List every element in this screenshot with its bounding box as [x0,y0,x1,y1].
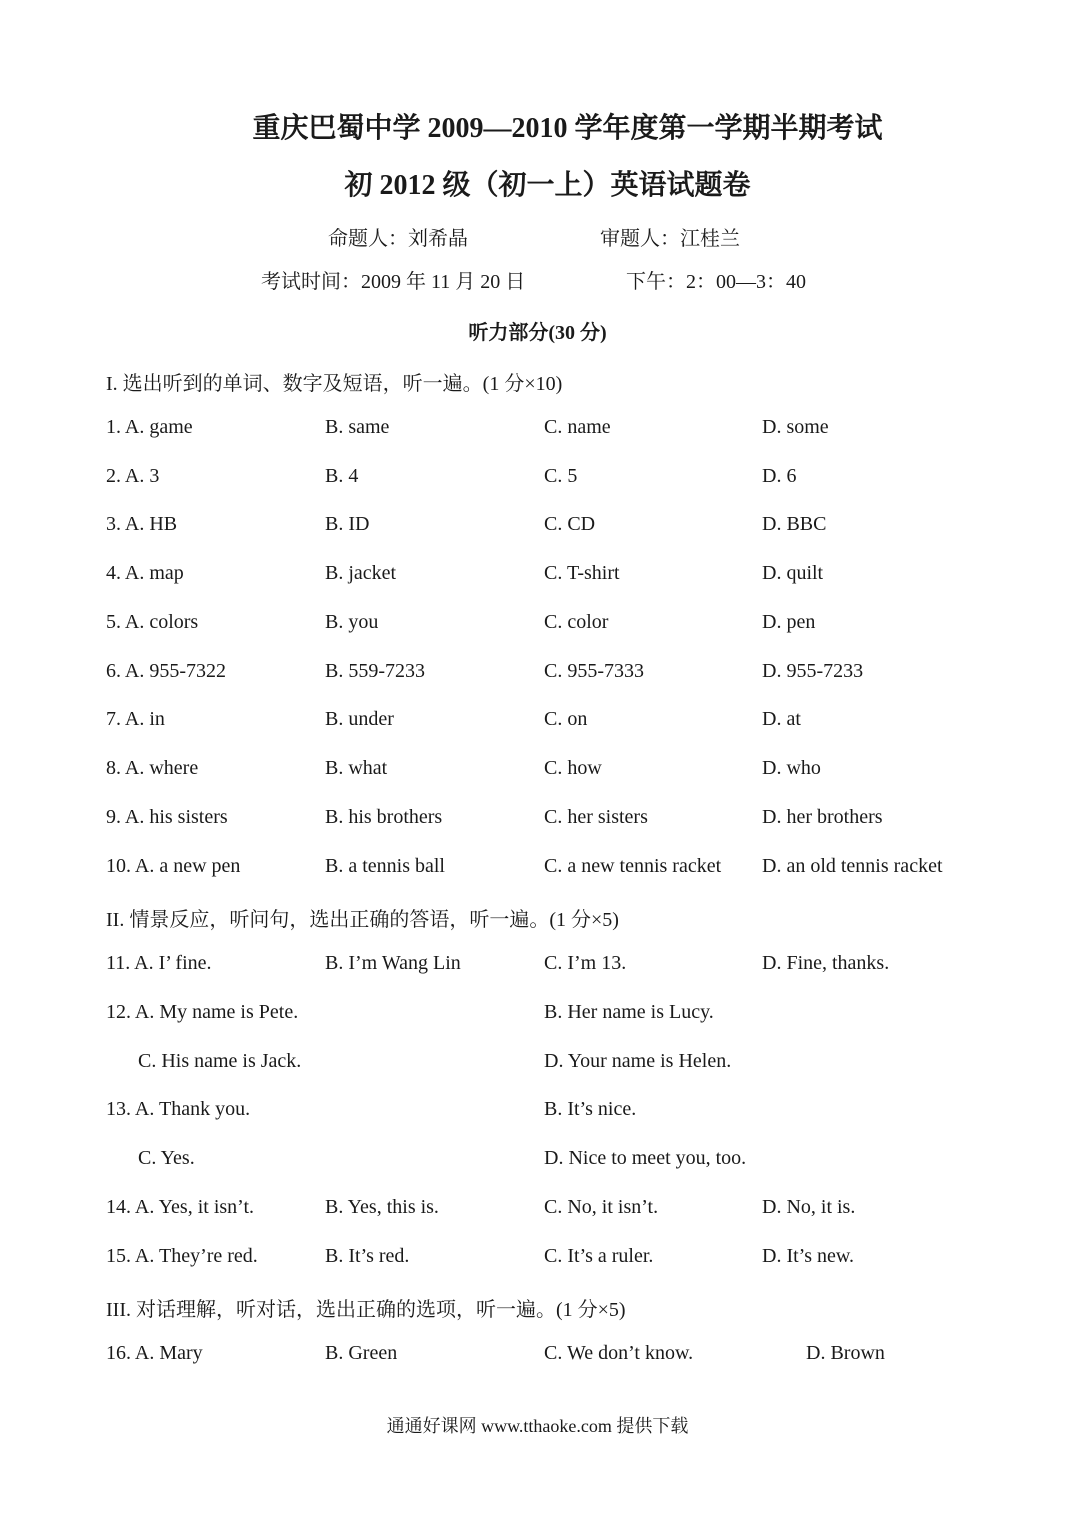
option-d: D. Your name is Helen. [544,1050,732,1072]
option-a: 16. A. Mary [106,1342,203,1364]
option-a: 1. A. game [106,416,193,438]
author-line: 命题人：刘希晶 [328,228,468,250]
option-d: D. Fine, thanks. [762,952,890,974]
option-d: D. BBC [762,513,827,535]
question-row [0,952,1075,982]
option-b: B. under [325,708,394,730]
section-title: 听力部分(30 分) [468,322,607,344]
option-a: 7. A. in [106,708,165,730]
option-c: C. her sisters [544,806,648,828]
question-row [0,1196,1075,1226]
option-b: B. same [325,416,390,438]
question-row [0,1245,1075,1275]
option-d: D. Nice to meet you, too. [544,1147,747,1169]
question-row [0,757,1075,787]
option-c: C. how [544,757,602,779]
option-c: C. a new tennis racket [544,855,722,877]
exam-date: 考试时间：2009 年 11 月 20 日 [261,271,526,293]
question-row [0,562,1075,592]
question-row [0,855,1075,885]
option-b: B. jacket [325,562,397,584]
question-row [0,1147,1075,1177]
option-d: D. at [762,708,801,730]
option-c: C. color [544,611,609,633]
reviewer-line: 审题人：江桂兰 [600,228,740,250]
option-d: D. her brothers [762,806,883,828]
option-a: 12. A. My name is Pete. [106,1001,299,1023]
option-a: 3. A. HB [106,513,178,535]
option-c: C. on [544,708,588,730]
option-a: 11. A. I’ fine. [106,952,212,974]
option-d: D. some [762,416,829,438]
option-a: 15. A. They’re red. [106,1245,258,1267]
option-b: B. you [325,611,379,633]
question-row [0,416,1075,446]
option-b: B. his brothers [325,806,443,828]
option-b: B. what [325,757,388,779]
option-a: 9. A. his sisters [106,806,228,828]
part-instruction: III. 对话理解，听对话，选出正确的选项，听一遍。(1 分×5) [106,1299,626,1321]
option-a: 14. A. Yes, it isn’t. [106,1196,255,1218]
option-b: B. a tennis ball [325,855,445,877]
option-c: C. We don’t know. [544,1342,694,1364]
option-b: B. It’s red. [325,1245,410,1267]
question-row [0,513,1075,543]
exam-subtitle: 初 2012 级（初一上）英语试题卷 [344,170,751,201]
option-c: C. No, it isn’t. [544,1196,659,1218]
page-footer: 通通好课网 www.tthaoke.com 提供下载 [386,1416,689,1436]
option-b: B. Green [325,1342,398,1364]
option-c: C. I’m 13. [544,952,627,974]
option-b: B. ID [325,513,370,535]
question-row [0,660,1075,690]
option-a: 10. A. a new pen [106,855,241,877]
option-c: C. Yes. [138,1147,195,1169]
exam-time: 下午：2：00—3：40 [626,271,806,293]
option-b: B. 559-7233 [325,660,425,682]
option-b: B. Yes, this is. [325,1196,439,1218]
option-c: C. 955-7333 [544,660,644,682]
option-a: 13. A. Thank you. [106,1098,251,1120]
option-d: D. an old tennis racket [762,855,943,877]
option-b: B. Her name is Lucy. [544,1001,714,1023]
option-a: 6. A. 955-7322 [106,660,226,682]
part-instruction: II. 情景反应，听问句，选出正确的答语，听一遍。(1 分×5) [106,909,619,931]
option-b: B. I’m Wang Lin [325,952,461,974]
option-c: C. T-shirt [544,562,620,584]
option-a: 2. A. 3 [106,465,160,487]
question-row [0,708,1075,738]
option-d: D. It’s new. [762,1245,855,1267]
option-d: D. 955-7233 [762,660,864,682]
question-row [0,1050,1075,1080]
question-row [0,1342,1075,1372]
option-d: D. 6 [762,465,797,487]
option-d: D. quilt [762,562,824,584]
option-d: D. pen [762,611,816,633]
exam-title: 重庆巴蜀中学 2009—2010 学年度第一学期半期考试 [252,113,883,144]
option-d: D. who [762,757,821,779]
option-b: B. It’s nice. [544,1098,637,1120]
question-row [0,465,1075,495]
option-c: C. It’s a ruler. [544,1245,654,1267]
option-a: 5. A. colors [106,611,199,633]
option-a: 4. A. map [106,562,184,584]
option-c: C. CD [544,513,596,535]
option-d: D. No, it is. [762,1196,856,1218]
question-row [0,1098,1075,1128]
option-b: B. 4 [325,465,359,487]
option-d: D. Brown [806,1342,885,1364]
option-c: C. 5 [544,465,578,487]
part-instruction: I. 选出听到的单词、数字及短语，听一遍。(1 分×10) [106,373,563,395]
question-row [0,1001,1075,1031]
option-c: C. name [544,416,611,438]
option-a: 8. A. where [106,757,199,779]
question-row [0,611,1075,641]
option-c: C. His name is Jack. [138,1050,302,1072]
question-row [0,806,1075,836]
